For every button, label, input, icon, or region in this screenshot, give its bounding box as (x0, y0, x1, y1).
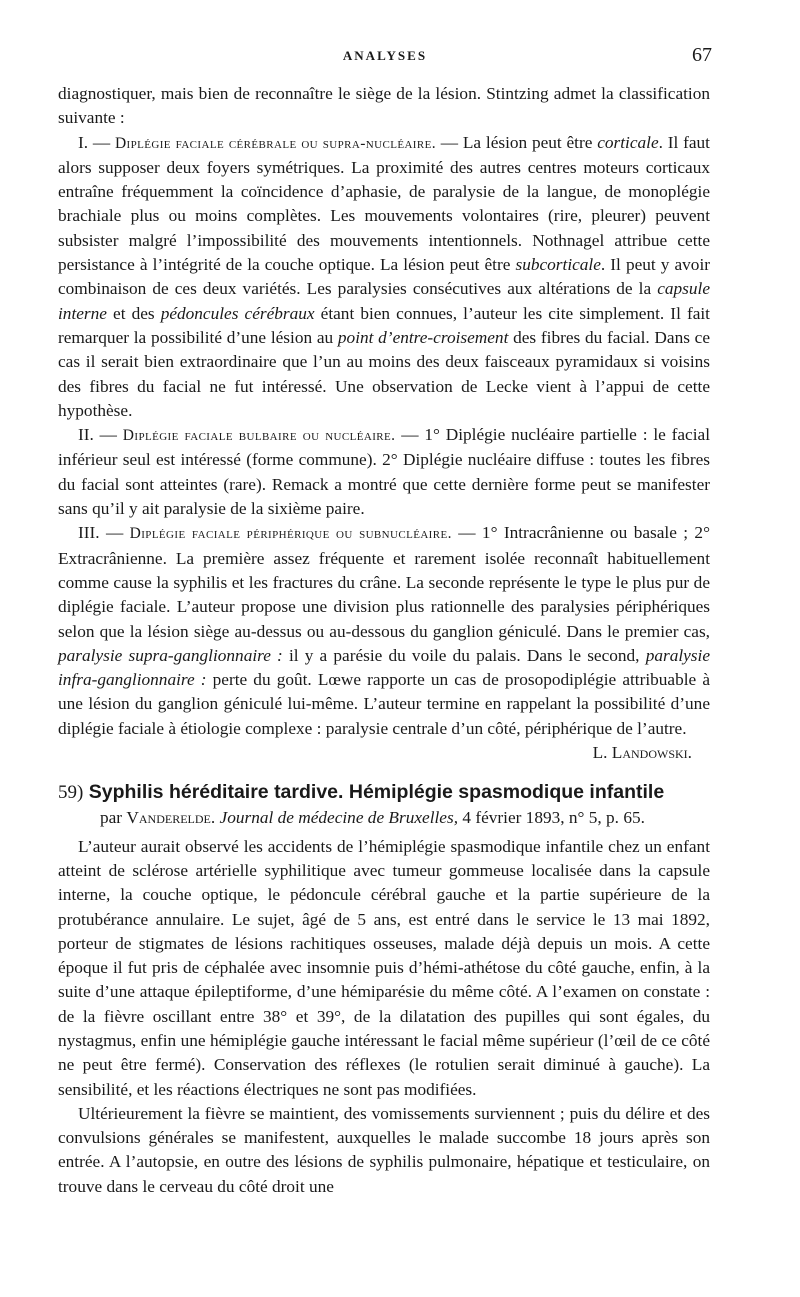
section-2-numeral: II. — (78, 425, 117, 445)
signature-initial: L. (592, 743, 608, 763)
article-59-paragraph-1 (58, 835, 710, 1102)
section-1-text-4: et des (113, 303, 155, 323)
author-signature (573, 741, 692, 765)
section-2-text: — 1° Diplégie nucléaire partielle : le facial inférieur seul est intéressé (forme commune). 2° Diplégie nucléaire diffuse : toutes les fibres du facial sont atteintes (rare). Remack a montré que cette dernière forme peut se manifester sans qu’il y ait paralysie de la sixième paire. (58, 425, 710, 519)
section-3-paragraph (58, 521, 710, 765)
article-title-part-b: Hémiplégie spasmodique infantile (348, 781, 665, 804)
section-1-text-1: — La lésion peut être (440, 132, 593, 152)
section-1-italic-2: subcorticale (515, 255, 601, 275)
section-1-text-2: . Il faut alors supposer deux foyers symétriques. La proximité des autres centres moteurs corticaux entraîne fréquemment la coïncidence d’aphasie, de paralysie de la langue, de monoplégie brachiale plus ou moins complètes. Les mouvements volontaires (rire, pleurer) peuvent subsister malgré l’impossibilité des mouvements intentionnels. Nothnagel attribue cette persistance à l’intégrité de la couche optique. La lésion peut être (58, 132, 710, 275)
intro-text: diagnostiquer, mais bien de reconnaître le siège de la lésion. Stintzing admet la classification suivante : (58, 84, 710, 128)
section-1-italic-3: capsule interne (58, 279, 711, 323)
section-2-paragraph (58, 423, 710, 521)
article-59-title (58, 779, 710, 806)
signature-name: Landowski. (611, 743, 692, 763)
section-1-italic-5: point d’entre-croisement (337, 327, 509, 347)
article-59-text-1: L’auteur aurait observé les accidents de l’hémiplégie spasmodique infantile chez un enfant atteint de sclérose artérielle syphilitique avec tumeur gommeuse localisée dans la capsule interne, la couche optique, le pédoncule cérébral gauche et la partie supérieure de la protubérance annulaire. Le sujet, âgé de 5 ans, est entré dans le service le 13 mai 1892, porteur de stigmates de lésions rachitiques osseuses, malade déjà depuis un mois. A cette époque il fut pris de céphalée avec insomnie puis d’hémi-athétose du côté gauche, enfin, à la suite d’une attaque épileptiforme, d’une hémiparésie du même côté. A l’examen on constate : de la fièvre oscillant entre 38° et 39°, de la dilatation des pupilles qui sont égales, du nystagmus, enfin une hémiplégie gauche intéressant le facial même supérieur (l’œil de ce côté ne peut être fermé). Conservation des réflexes (le rotulien serait diminué à gauche). La sensibilité, et les réactions électriques ne sont pas modifiées. (58, 836, 710, 1099)
section-3-text-2: il y a parésie du voile du palais. Dans le second, (288, 645, 640, 665)
reference-journal: Journal de médecine de Bruxelles, (219, 808, 459, 828)
section-1-text-6: des fibres du facial. Dans ce cas il serait bien extraordinaire que l’un au moins des deux faisceaux pyramidaux si voisins des fibres du facial ne fut intéressé. Une observation de Lecke vient à l’appui de cette hypothèse. (58, 327, 711, 420)
section-2-heading: Diplégie faciale bulbaire ou nucléaire. (122, 427, 396, 445)
article-59-paragraph-2 (58, 1102, 710, 1199)
running-head (58, 44, 712, 70)
section-1-text-5: étant bien connues, l’auteur les cite simplement. Il fait remarquer la possibilité d’une lésion au (58, 303, 710, 347)
reference-par: par (100, 808, 123, 828)
section-1-numeral: I. — (78, 132, 111, 152)
section-3-heading: Diplégie faciale périphérique ou subnucléaire. (129, 525, 452, 543)
section-3-italic-2: paralysie infra-ganglionnaire : (58, 645, 711, 690)
section-1-heading: Diplégie faciale cérébrale ou supra-nucléaire. (114, 134, 436, 152)
article-59-reference (58, 806, 710, 830)
section-3-text-3: perte du goût. Lœwe rapporte un cas de prosopodiplégie attribuable à une lésion du ganglion géniculé lui-même. L’auteur termine en rappelant la possibilité d’une diplégie faciale à étiologie complexe : paralysie centrale d’un côté, périphérique de l’autre. (58, 670, 710, 738)
section-3-italic-1: paralysie supra-ganglionnaire : (58, 645, 283, 665)
section-1-paragraph (58, 131, 710, 424)
running-title: ANALYSES (342, 48, 428, 63)
article-number: 59) (58, 782, 84, 804)
section-1-italic-4: pédoncules cérébraux (160, 303, 315, 323)
article-59-text-2: Ultérieurement la fièvre se maintient, des vomissements surviennent ; puis du délire et des convulsions générales se manifestent, auxquelles le malade succombe 18 jours après son entrée. A l’autopsie, en outre des lésions de syphilis pulmonaire, hépatique et testiculaire, on trouve dans le cerveau du côté droit une (58, 1103, 710, 1196)
section-1-text-3: . Il peut y avoir combinaison de ces deux variétés. Les paralysies consécutives aux altérations de la (58, 255, 710, 299)
section-3-numeral: III. — (78, 523, 124, 543)
section-3-text-1: — 1° Intracrânienne ou basale ; 2° Extracrânienne. La première assez fréquente et rarement isolée reconnaît habituellement comme cause la syphilis et les fractures du crâne. La seconde représente le type le plus pur de diplégie faciale. L’auteur propose une division plus rationnelle des paralysies périphériques selon que la lésion siège au-dessus ou au-dessous du ganglion géniculé. Dans le premier cas, (58, 523, 710, 641)
article-title-part-a: Syphilis héréditaire tardive. (88, 781, 344, 804)
page-number: 67 (692, 44, 712, 66)
section-1-italic-1: corticale (597, 132, 659, 152)
reference-author: Vanderelde. (126, 808, 216, 828)
intro-paragraph (58, 82, 710, 131)
reference-details: 4 février 1893, n° 5, p. 65. (462, 808, 645, 828)
page-body (58, 82, 710, 1199)
